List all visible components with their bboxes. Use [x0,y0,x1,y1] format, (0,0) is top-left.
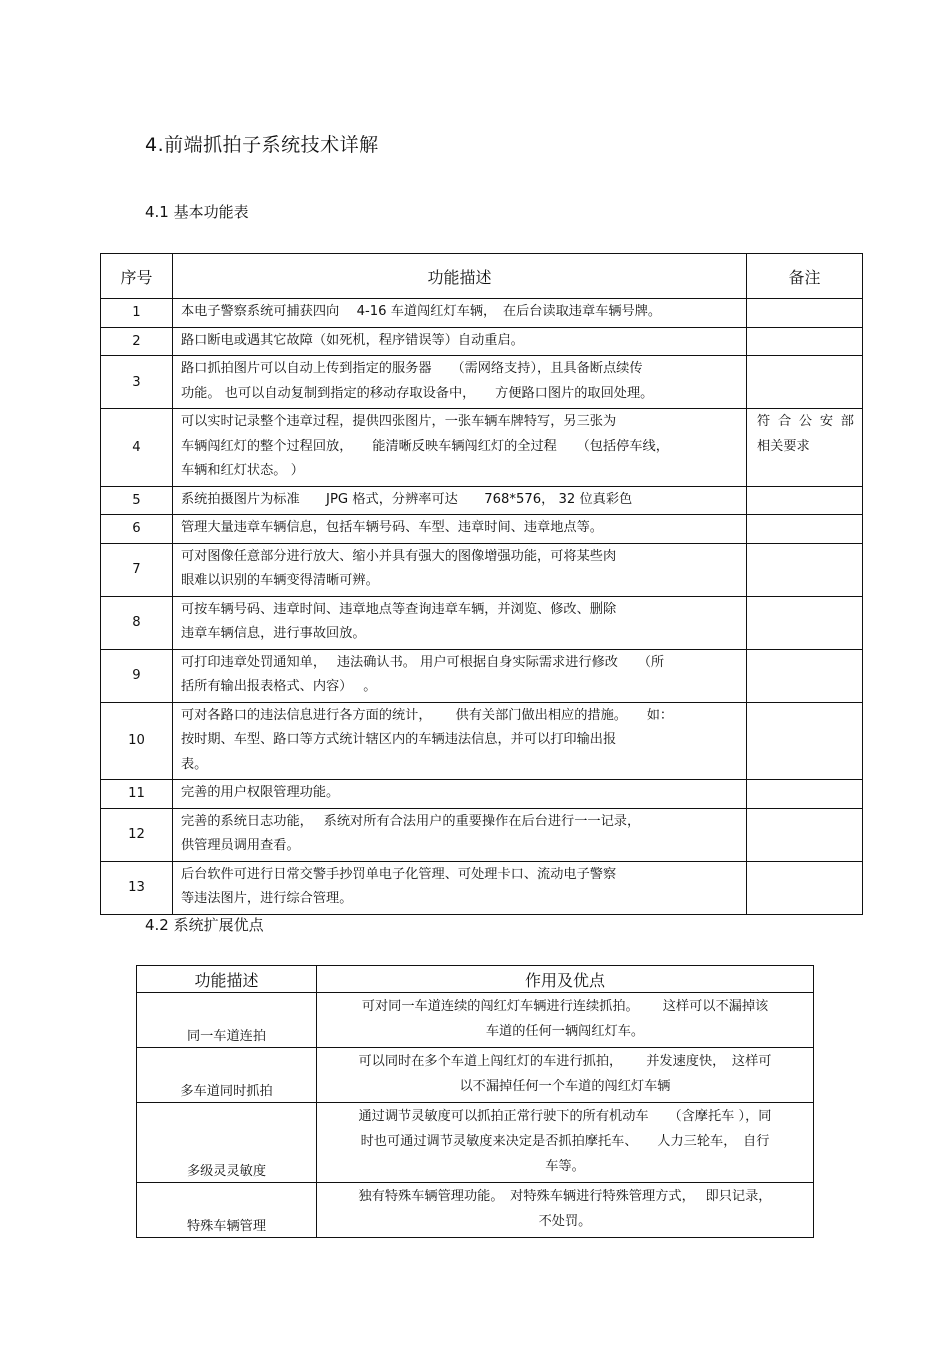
row-feature: 同一车道连拍 [137,993,317,1048]
description-line: 供管理员调用查看。 [181,838,300,853]
row-remark [747,861,863,914]
description-line: 车辆和红灯状态。 ） [181,463,304,478]
row-index: 3 [101,356,173,409]
description-line: 眼难以识别的车辆变得清晰可辨。 [181,573,379,588]
table-row [101,649,863,702]
table-row [137,1048,814,1103]
table-row [101,596,863,649]
advantage-line: 时也可通过调节灵敏度来决定是否抓拍摩托车、 人力三轮车， 自行 [360,1134,770,1149]
row-description [173,299,747,328]
row-description [173,543,747,596]
row-remark [747,808,863,861]
description-line: 可打印违章处罚通知单， 违法确认书。 用户可根据自身实际需求进行修改 （所 [181,654,665,670]
row-index: 8 [101,596,173,649]
table-row [101,543,863,596]
row-remark [747,649,863,702]
advantage-line: 通过调节灵敏度可以抓拍正常行驶下的所有机动车 （含摩托车 ），同 [358,1109,772,1124]
description-line: 括所有输出报表格式、内容） 。 [181,679,377,694]
table-row [101,515,863,544]
table-row [137,1103,814,1183]
row-description [173,702,747,780]
description-line: 系统拍摄图片为标准 JPG 格式，分辨率可达 768*576， 32 位真彩色 [181,491,633,507]
advantage-line: 以不漏掉任何一个车道的闯红灯车辆 [459,1079,671,1094]
row-index: 2 [101,327,173,356]
description-line: 可对图像任意部分进行放大、缩小并具有强大的图像增强功能，可将某些肉 [181,548,617,564]
table-row [101,861,863,914]
row-index: 11 [101,780,173,809]
description-line: 本电子警察系统可捕获四向 4-16 车道闯红灯车辆， 在后台读取违章车辆号牌。 [181,304,662,319]
row-remark [747,409,863,487]
header-description: 功能描述 [173,254,747,299]
header-feature: 功能描述 [137,966,317,993]
table-row [101,409,863,487]
description-line: 功能。 也可以自动复制到指定的移动存取设备中， 方便路口图片的取回处理。 [181,385,654,401]
basic-function-table [100,253,863,915]
row-advantage [317,1103,814,1183]
description-line: 路口断电或遇其它故障（如死机，程序错误等）自动重启。 [181,332,524,348]
header-remark: 备注 [747,254,863,299]
row-description [173,649,747,702]
advantage-line: 车道的任何一辆闯红灯车。 [485,1024,645,1039]
row-description [173,486,747,515]
header-index: 序号 [101,254,173,299]
table-row [101,702,863,780]
row-feature: 特殊车辆管理 [137,1183,317,1238]
row-description [173,356,747,409]
extension-advantage-table [136,965,814,1238]
description-line: 管理大量违章车辆信息，包括车辆号码、车型、违章时间、违章地点等。 [181,520,603,535]
row-description [173,861,747,914]
table-row [137,993,814,1048]
row-index: 7 [101,543,173,596]
advantage-line: 独有特殊车辆管理功能。 对特殊车辆进行特殊管理方式， 即只记录， [358,1189,772,1204]
row-remark [747,356,863,409]
row-description [173,409,747,487]
description-line: 路口抓拍图片可以自动上传到指定的服务器 （需网络支持），且具备断点续传 [181,361,643,376]
row-index: 12 [101,808,173,861]
table-row [137,1183,814,1238]
table-row [101,356,863,409]
row-index: 9 [101,649,173,702]
description-line: 等违法图片，进行综合管理。 [181,891,353,906]
row-remark [747,596,863,649]
description-line: 可对各路口的违法信息进行各方面的统计， 供有关部门做出相应的措施。 如： [181,707,674,723]
advantage-line: 车等。 [545,1159,585,1174]
row-index: 13 [101,861,173,914]
row-remark [747,327,863,356]
row-advantage [317,993,814,1048]
row-description [173,596,747,649]
row-remark [747,486,863,515]
description-line: 完善的用户权限管理功能。 [181,785,340,800]
row-description [173,780,747,809]
remark-line: 符合公安部 [757,414,854,429]
row-remark [747,299,863,328]
row-advantage [317,1183,814,1238]
description-line: 按时期、车型、路口等方式统计辖区内的车辆违法信息，并可以打印输出报 [181,732,617,747]
advantage-line: 可对同一车道连续的闯红灯车辆进行连续抓拍。 这样可以不漏掉该 [361,999,769,1014]
section-title: 4.前端抓拍子系统技术详解 [145,134,379,156]
row-advantage [317,1048,814,1103]
table-row [101,327,863,356]
row-remark [747,543,863,596]
row-remark [747,702,863,780]
advantage-line: 可以同时在多个车道上闯红灯的车进行抓拍， 并发速度快， 这样可 [358,1054,772,1069]
row-index: 5 [101,486,173,515]
description-line: 表。 [181,756,208,772]
row-description [173,327,747,356]
row-feature: 多车道同时抓拍 [137,1048,317,1103]
row-index: 1 [101,299,173,328]
row-description [173,515,747,544]
row-index: 6 [101,515,173,544]
subsection-title-basic-functions: 4.1 基本功能表 [145,203,249,221]
row-index: 4 [101,409,173,487]
table-header-row [101,254,863,299]
description-line: 可以实时记录整个违章过程，提供四张图片，一张车辆车牌特写，另三张为 [181,414,617,429]
description-line: 可按车辆号码、违章时间、违章地点等查询违章车辆，并浏览、修改、删除 [181,601,617,617]
subsection-title-extension-advantages: 4.2 系统扩展优点 [145,916,264,934]
description-line: 违章车辆信息，进行事故回放。 [181,626,366,641]
table-row [101,780,863,809]
row-feature: 多级灵灵敏度 [137,1103,317,1183]
table-row [101,486,863,515]
header-advantage: 作用及优点 [317,966,814,993]
table-row [101,299,863,328]
remark-line: 相关要求 [757,438,810,454]
description-line: 车辆闯红灯的整个过程回放， 能清晰反映车辆闯红灯的全过程 （包括停车线， [181,438,669,454]
table-header-row [137,966,814,993]
description-line: 后台软件可进行日常交警手抄罚单电子化管理、可处理卡口、流动电子警察 [181,866,617,882]
row-remark [747,515,863,544]
row-index: 10 [101,702,173,780]
row-remark [747,780,863,809]
description-line: 完善的系统日志功能， 系统对所有合法用户的重要操作在后台进行一一记录， [181,813,641,829]
advantage-line: 不处罚。 [538,1214,592,1229]
row-description [173,808,747,861]
table-row [101,808,863,861]
